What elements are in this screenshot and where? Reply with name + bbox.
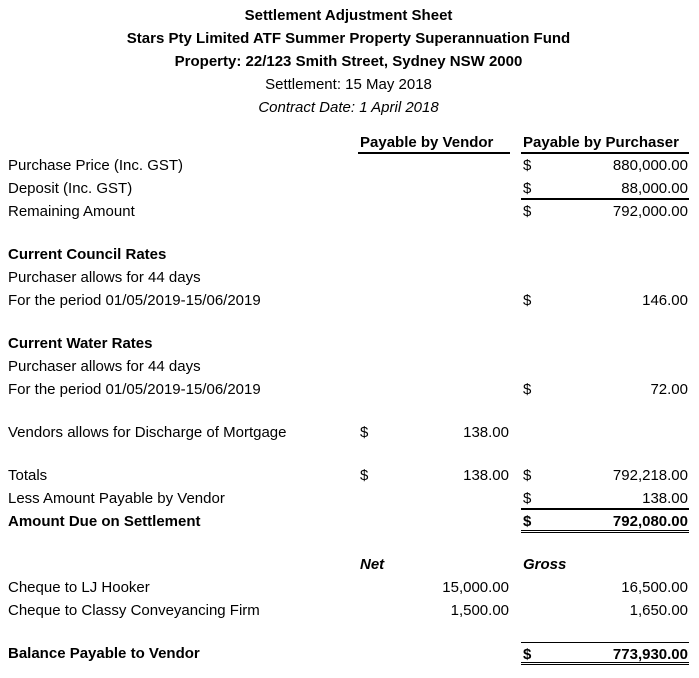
sheet-row [8, 421, 689, 444]
vendor-cell [358, 154, 510, 177]
amount-value: 72.00 [650, 381, 688, 398]
purchaser-cell [521, 599, 689, 622]
row-label: Cheque to Classy Conveyancing Firm [8, 602, 260, 619]
row-label: Amount Due on Settlement [8, 513, 201, 530]
currency-symbol: $ [360, 424, 369, 441]
row-label: Balance Payable to Vendor [8, 645, 200, 662]
amount-value: 15,000.00 [442, 579, 509, 596]
purchaser-column-header: Payable by Purchaser [521, 131, 689, 154]
currency-symbol: $ [523, 203, 532, 220]
spacer-row [8, 312, 689, 332]
row-label: Current Water Rates [8, 335, 153, 352]
amount-value: 1,500.00 [450, 602, 509, 619]
currency-symbol: $ [360, 467, 369, 484]
row-label: For the period 01/05/2019-15/06/2019 [8, 381, 261, 398]
purchaser-cell [521, 642, 689, 665]
vendor-cell [358, 243, 510, 266]
purchaser-cell [521, 464, 689, 487]
spacer-row [8, 622, 689, 642]
rows-container [8, 154, 689, 665]
spacer-row [8, 223, 689, 243]
currency-symbol: $ [523, 467, 532, 484]
currency-symbol: $ [523, 646, 532, 663]
vendor-cell [358, 510, 510, 533]
purchaser-cell [521, 177, 689, 200]
sheet-row [8, 266, 689, 289]
vendor-cell [358, 378, 510, 401]
vendor-cell [358, 177, 510, 200]
amount-value: 792,218.00 [612, 467, 688, 484]
vendor-cell [358, 642, 510, 665]
purchaser-cell [521, 378, 689, 401]
amount-value: 792,080.00 [612, 513, 688, 530]
row-label: Deposit (Inc. GST) [8, 180, 133, 197]
amount-value: 773,930.00 [612, 646, 688, 663]
sheet-row [8, 200, 689, 223]
row-label: Totals [8, 467, 48, 484]
purchaser-cell [521, 332, 689, 355]
row-label: Purchase Price (Inc. GST) [8, 157, 184, 174]
sheet-row [8, 154, 689, 177]
amount-value: 138.00 [642, 490, 688, 507]
column-headers-row [8, 131, 689, 154]
sheet-row [8, 378, 689, 401]
sheet-row [8, 177, 689, 200]
net-label: Net [360, 556, 385, 573]
purchaser-cell [521, 154, 689, 177]
row-label: Vendors allows for Discharge of Mortgage [8, 424, 287, 441]
vendor-cell [358, 355, 510, 378]
sheet-row [8, 510, 689, 533]
row-label: Cheque to LJ Hooker [8, 579, 150, 596]
currency-symbol: $ [523, 292, 532, 309]
amount-value: 880,000.00 [612, 157, 688, 174]
row-label [8, 553, 358, 576]
purchaser-cell [521, 421, 689, 444]
vendor-cell [358, 487, 510, 510]
vendor-cell [358, 576, 510, 599]
currency-symbol: $ [523, 381, 532, 398]
sheet-row [8, 553, 689, 576]
spacer-row [8, 401, 689, 421]
sheet-row [8, 332, 689, 355]
currency-symbol: $ [523, 180, 532, 197]
amount-value: 792,000.00 [612, 203, 688, 220]
sheet-row [8, 642, 689, 665]
purchaser-cell [521, 200, 689, 223]
vendor-cell [358, 200, 510, 223]
currency-symbol: $ [523, 490, 532, 507]
property-address-line: Property: 22/123 Smith Street, Sydney NSW 2000 [174, 53, 523, 70]
settlement-date-line: Settlement: 15 May 2018 [265, 76, 432, 93]
vendor-cell [358, 464, 510, 487]
sheet-row [8, 599, 689, 622]
sheet-row [8, 243, 689, 266]
purchaser-cell [521, 576, 689, 599]
amount-value: 138.00 [463, 467, 509, 484]
row-label: Purchaser allows for 44 days [8, 269, 201, 286]
vendor-column-header: Payable by Vendor [358, 131, 510, 154]
sheet-title: Settlement Adjustment Sheet [244, 7, 453, 24]
sheet-header [8, 4, 689, 119]
amount-value: 88,000.00 [621, 180, 688, 197]
amount-value: 16,500.00 [621, 579, 688, 596]
row-label: Remaining Amount [8, 203, 135, 220]
spacer-row [8, 444, 689, 464]
row-label: For the period 01/05/2019-15/06/2019 [8, 292, 261, 309]
purchaser-cell [521, 266, 689, 289]
contract-date-line: Contract Date: 1 April 2018 [258, 99, 439, 116]
currency-symbol: $ [523, 513, 532, 530]
column-headers-spacer [8, 131, 358, 154]
purchaser-cell [521, 487, 689, 510]
vendor-cell [358, 421, 510, 444]
sheet-row [8, 289, 689, 312]
purchaser-cell [521, 289, 689, 312]
vendor-cell [358, 289, 510, 312]
currency-symbol: $ [523, 157, 532, 174]
entity-name-line: Stars Pty Limited ATF Summer Property Superannuation Fund [126, 30, 571, 47]
gross-label: Gross [523, 556, 567, 573]
vendor-cell [358, 332, 510, 355]
vendor-cell [358, 266, 510, 289]
sheet-row [8, 464, 689, 487]
sheet-row [8, 576, 689, 599]
purchaser-cell [521, 243, 689, 266]
amount-value: 1,650.00 [629, 602, 688, 619]
row-label: Less Amount Payable by Vendor [8, 490, 225, 507]
purchaser-cell [521, 510, 689, 533]
spacer-row [8, 533, 689, 553]
amount-value: 138.00 [463, 424, 509, 441]
sheet-row [8, 355, 689, 378]
row-label: Current Council Rates [8, 246, 167, 263]
purchaser-cell [521, 355, 689, 378]
amount-value: 146.00 [642, 292, 688, 309]
vendor-cell [358, 599, 510, 622]
sheet-row [8, 487, 689, 510]
row-label: Purchaser allows for 44 days [8, 358, 201, 375]
